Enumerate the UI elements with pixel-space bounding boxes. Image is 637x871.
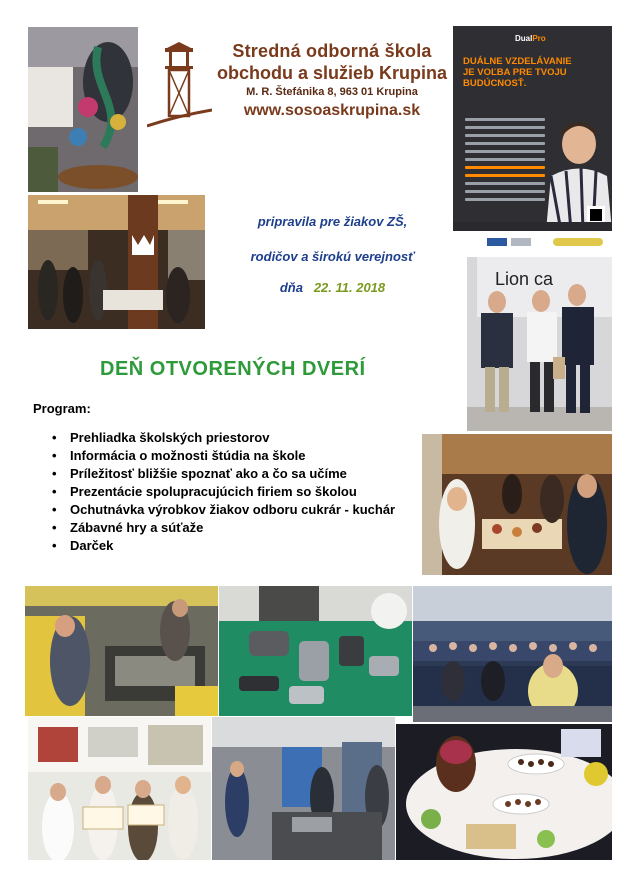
auto-parts-display-photo xyxy=(219,586,412,716)
intro-line2: rodičov a širokú verejnosť xyxy=(250,249,415,264)
dessert-buffet-photo xyxy=(396,724,612,860)
cake-sculpture-photo xyxy=(28,27,138,192)
intro-date-line xyxy=(205,280,460,295)
poster-student-photo xyxy=(541,116,612,231)
dual-pro-poster xyxy=(453,26,612,231)
list-item: • Prezentácie spolupracujúcich firiem so školou xyxy=(52,484,412,500)
tasting-event-photo xyxy=(422,434,612,575)
school-logo xyxy=(212,40,452,120)
poster-logos-strip xyxy=(487,236,612,248)
poster-brand: DualPro xyxy=(515,34,546,43)
poster-footer-bar xyxy=(453,222,612,231)
school-name-line1: Stredná odborná škola xyxy=(232,41,432,61)
list-item: • Informácia o možnosti štúdia na škole xyxy=(52,448,412,464)
program-label: Program: xyxy=(33,401,91,416)
list-item: • Príležitosť bližšie spoznať ako a čo sa učíme xyxy=(52,466,412,482)
poster-headline: DUÁLNE VZDELÁVANIE JE VOĽBA PRE TVOJU BUDÚCNOSŤ. xyxy=(463,56,572,89)
list-item: • Ochutnávka výrobkov žiakov odboru cukrár - kuchár xyxy=(52,502,412,518)
event-hall-photo xyxy=(28,195,205,329)
school-name-line2: obchodu a služieb Krupina xyxy=(216,63,447,83)
list-item: • Prehliadka školských priestorov xyxy=(52,430,412,446)
date-label: dňa xyxy=(279,280,303,295)
poster-body-text xyxy=(465,118,545,206)
cnc-workshop-photo xyxy=(212,717,395,860)
mechanics-workshop-photo xyxy=(25,586,218,716)
page-title: DEŇ OTVORENÝCH DVERÍ xyxy=(100,358,366,380)
school-logo-icon xyxy=(147,40,212,132)
list-item: • Zábavné hry a súťaže xyxy=(52,520,412,536)
school-website-link[interactable]: www.sosoaskrupina.sk xyxy=(243,102,421,119)
lion-camp-group-photo xyxy=(467,257,612,431)
lion-camp-banner-text: Lion ca xyxy=(495,269,554,289)
list-item: • Darček xyxy=(52,538,412,554)
program-list xyxy=(52,430,412,556)
award-ceremony-photo xyxy=(28,717,211,860)
event-date: 22. 11. 2018 xyxy=(313,280,386,295)
school-address: M. R. Štefánika 8, 963 01 Krupina xyxy=(246,86,418,98)
intro-line1: pripravila pre žiakov ZŠ, xyxy=(257,214,408,229)
parliament-hall-photo xyxy=(413,586,612,722)
